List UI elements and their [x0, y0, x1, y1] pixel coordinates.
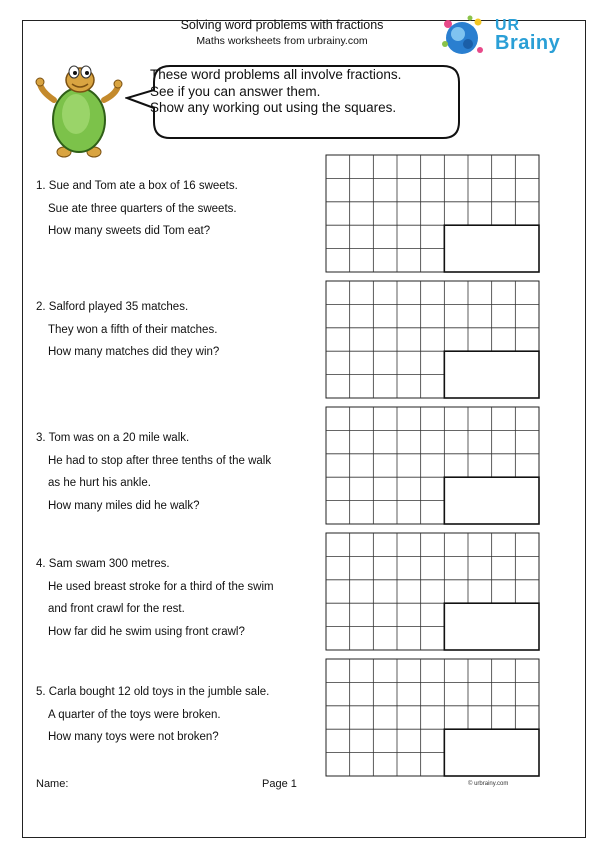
question-5: 5. Carla bought 12 old toys in the jumble sale. A quarter of the toys were broken. How many toys were not broken?	[36, 686, 270, 743]
copyright-text: © urbrainy.com	[468, 781, 509, 787]
answer-box[interactable]	[444, 729, 539, 776]
working-grid[interactable]	[325, 154, 540, 273]
question-2: 2. Salford played 35 matches. They won a fifth of their matches. How many matches did they win?	[36, 301, 220, 358]
name-label: Name:	[36, 778, 69, 790]
question-4: 4. Sam swam 300 metres. He used breast stroke for a third of the swim and front crawl for the rest. How far did he swim using front crawl?	[36, 558, 274, 638]
working-grid[interactable]	[325, 658, 540, 777]
answer-box[interactable]	[444, 477, 539, 524]
question-1: 1. Sue and Tom ate a box of 16 sweets. Sue ate three quarters of the sweets. How many sweets did Tom eat?	[36, 180, 238, 237]
question-3: 3. Tom was on a 20 mile walk. He had to stop after three tenths of the walk as he hurt his ankle. How many miles did he walk?	[36, 432, 272, 512]
answer-box[interactable]	[444, 225, 539, 272]
bubble-line: Show any working out using the squares.	[150, 100, 397, 115]
bubble-line: See if you can answer them.	[150, 83, 321, 99]
page-number: Page 1	[262, 778, 297, 790]
speech-bubble-text	[150, 67, 450, 117]
working-grid[interactable]	[325, 532, 540, 651]
answer-box[interactable]	[444, 351, 539, 398]
working-grid[interactable]	[325, 406, 540, 525]
answer-box[interactable]	[444, 603, 539, 650]
logo-text-brainy: Brainy	[495, 32, 561, 54]
working-grid[interactable]	[325, 280, 540, 399]
logo-text-ur: UR	[495, 17, 521, 34]
turtle-mascot-icon	[34, 52, 124, 162]
worksheet-title: Solving word problems with fractions	[180, 18, 384, 32]
worksheet-subtitle: Maths worksheets from urbrainy.com	[196, 35, 368, 47]
bubble-line: These word problems all involve fractions.	[150, 67, 402, 82]
